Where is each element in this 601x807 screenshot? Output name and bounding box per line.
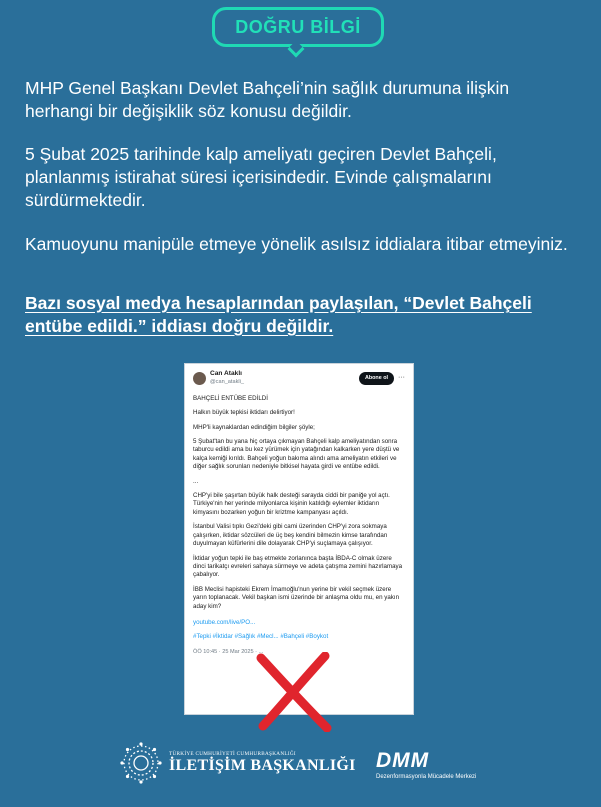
paragraph-warning: Kamuoyunu manipüle etmeye yönelik asılsız iddialara itibar etmeyiniz. — [25, 234, 568, 254]
iletisim-title: İLETİŞİM BAŞKANLIĞI — [169, 757, 356, 774]
tweet-author-handle: @can_atakli_ — [210, 379, 244, 386]
iletisim-emblem-icon — [119, 741, 163, 785]
paragraph-health-status: MHP Genel Başkanı Devlet Bahçeli’nin sağlık durumuna ilişkin herhangi bir değişiklik söz konusu değildir. — [25, 78, 510, 121]
tweet-header — [193, 370, 405, 387]
more-options-icon: ··· — [398, 374, 405, 382]
tweet-line: 5 Şubat'tan bu yana hiç ortaya çıkmayan Bahçeli kalp ameliyatından sonra taburcu edildi ama bu kez yürümek için yatağından kalkarken yere düştü ve kalça kemiği kırıldı. Bahçeli yoğun bakıma alındı ama ameliyatın etkileri ve diğer sağlık sorunları nedeniyle bitkisel hayata girdi ve entübe edildi. — [193, 438, 400, 471]
follow-button: Abone ol — [359, 372, 394, 384]
iletisim-subtitle: TÜRKİYE CUMHURİYETİ CUMHURBAŞKANLIĞI — [169, 751, 296, 757]
tweet-line: İBB Meclisi hapisteki Ekrem İmamoğlu'nun yerine bir vekil seçmek üzere yarın toplanacak. Vekil başkan ismi üzerinde bir anlaşma oldu mu, en yakın aday kim? — [193, 585, 400, 610]
dmm-logo — [376, 749, 476, 780]
paragraph-claim-false: Bazı sosyal medya hesaplarından paylaşılan, “Devlet Bahçeli entübe edildi.” iddiası doğru değildir. — [25, 293, 532, 336]
tweet-line: CHP'yi bile şaşırtan büyük halk desteği sarayda ciddi bir paniğe yol açtı. Türkiye'nin her yerinde milyonlarca kişinin katıldığı eylemler iktidarın kimyasını bozarken yoğun bir kriztme kampanyası açıldı. — [193, 492, 390, 516]
dmm-subtitle: Dezenformasyonla Mücadele Merkezi — [376, 774, 477, 780]
tweet-link: youtube.com/live/PO... — [193, 618, 256, 626]
red-cross-icon — [253, 652, 333, 732]
tweet-line: MHP'li kaynaklardan edindiğim bilgiler şöyle; — [193, 423, 315, 431]
tweet-line: ... — [193, 477, 199, 485]
dogru-bilgi-badge — [212, 7, 384, 47]
tweet-timestamp: ÖÖ 10:45 · 25 Mar 2025 · ... — [193, 648, 264, 655]
avatar — [193, 372, 206, 385]
tweet-author-name: Can Ataklı — [210, 370, 242, 377]
dmm-title: DMM — [376, 749, 430, 772]
badge-label: DOĞRU BİLGİ — [235, 16, 361, 37]
iletisim-baskanligi-logo — [119, 741, 356, 785]
tweet-hashtags: #Tepki #İktidar #Sağlık #Mecl... #Bahçeli #Boykot — [193, 633, 329, 641]
tweet-line: İstanbul Valisi tıpkı Gezi'deki gibi cami üzerinden CHP'yi zora sokmaya çalışırken, iktidar sözcüleri de üç beş kendini bilmezin kimse tarafından duyulmayan küfürlerini dile dolayarak CHP'yi suçlamaya çalışıyor. — [193, 523, 388, 548]
tweet-line: İktidar yoğun tepki ile baş etmekte zorlanınca başta İBDA-C olmak üzere dinci tarikatçı evreleri sahaya sürmeye ve adeta çatışma zemini hazırlamaya çabalıyor. — [193, 554, 403, 579]
paragraph-surgery-info: 5 Şubat 2025 tarihinde kalp ameliyatı geçiren Devlet Bahçeli, planlanmış istirahat süresi içerisindedir. Evinde çalışmalarını sürdürmektedir. — [25, 144, 497, 210]
tweet-line: BAHÇELİ ENTÜBE EDİLDİ — [193, 394, 268, 402]
tweet-line: Halkın büyük tepkisi iktidarı delirtiyor! — [193, 409, 295, 417]
